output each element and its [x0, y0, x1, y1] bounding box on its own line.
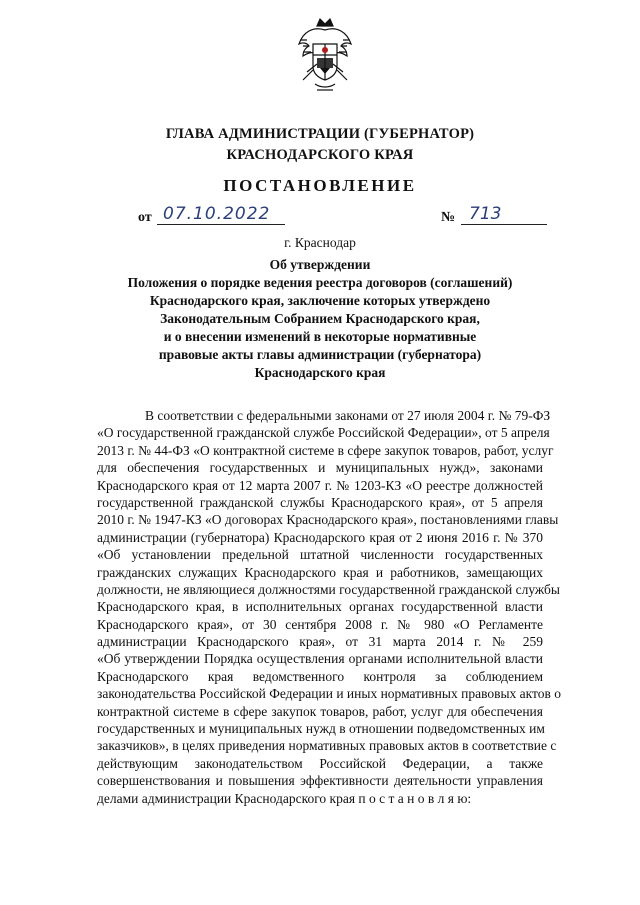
document-body: [97, 407, 562, 807]
body-line: действующим законодательством Российской Федерации, а также: [97, 755, 543, 771]
body-line: делами администрации Краснодарского края п о с т а н о в л я ю:: [97, 790, 472, 806]
coat-of-arms-icon: [293, 14, 357, 98]
body-line: «Об установлении предельной штатной численности государственных: [97, 547, 543, 563]
title-line: Об утверждении: [269, 257, 371, 272]
body-line: государственных и муниципальных нужд в отношении подведомственных им: [97, 721, 545, 737]
number-prefix: №: [441, 210, 456, 225]
body-line: Краснодарского края ведомственного контроля за соблюдением: [97, 668, 543, 684]
city: г. Краснодар: [284, 235, 356, 250]
body-line: Краснодарского края от 12 марта 2007 г. № 1203-КЗ «О реестре должностей: [97, 477, 543, 493]
document-type: ПОСТАНОВЛЕНИЕ: [223, 176, 417, 195]
body-line: государственной гражданской службы Краснодарского края», от 5 апреля: [97, 494, 543, 510]
date-prefix: от: [138, 210, 152, 225]
date-number-line: [0, 204, 640, 230]
title-line: правовые акты главы администрации (губернатора): [158, 347, 482, 362]
title-line: Краснодарского края, заключение которых утверждено: [149, 293, 491, 308]
body-line: заказчиков», в целях приведения нормативных правовых актов в соответствие с: [97, 738, 557, 754]
number-value: 713: [461, 204, 547, 225]
body-line: для обеспечения государственных и муниципальных нужд», законами: [97, 460, 543, 476]
body-line: Краснодарского края», от 30 сентября 2008 г. № 980 «О Регламенте: [97, 616, 543, 632]
body-line: контрактной системе в сфере закупок товаров, работ, услуг для обеспечения: [97, 703, 543, 719]
date-value: 07.10.2022: [157, 204, 285, 225]
body-line: В соответствии с федеральными законами от 27 июля 2004 г. № 79-ФЗ: [145, 408, 551, 423]
body-line: совершенствования и повышения эффективности деятельности управления: [97, 773, 543, 789]
body-line: администрации (губернатора) Краснодарского края от 2 июня 2016 г. № 370: [97, 529, 543, 545]
body-line: 2010 г. № 1947-КЗ «О договорах Краснодарского края», постановлениями главы: [97, 512, 559, 528]
body-line: 2013 г. № 44-ФЗ «О контрактной системе в сфере закупок товаров, работ, услуг: [97, 442, 554, 458]
body-line: «Об утверждении Порядка осуществления органами исполнительной власти: [97, 651, 543, 667]
body-line: законодательства Российской Федерации и иных нормативных правовых актов о: [97, 686, 562, 702]
authority-line-2: КРАСНОДАРСКОГО КРАЯ: [226, 147, 414, 163]
title-line: Законодательным Собранием Краснодарского края,: [160, 311, 480, 326]
authority-header: [0, 124, 640, 166]
body-line: Краснодарского края, в исполнительных органах государственной власти: [97, 599, 543, 615]
body-line: гражданских служащих Краснодарского края и работников, замещающих: [97, 564, 543, 580]
authority-line-1: ГЛАВА АДМИНИСТРАЦИИ (ГУБЕРНАТОР): [165, 126, 475, 142]
document-title: [80, 256, 560, 382]
title-line: и о внесении изменений в некоторые нормативные: [163, 329, 477, 344]
title-line: Положения о порядке ведения реестра договоров (соглашений): [127, 275, 513, 290]
body-line: «О государственной гражданской службе Российской Федерации», от 5 апреля: [97, 425, 550, 441]
body-line: должности, не являющиеся должностями государственной гражданской службы: [97, 581, 561, 597]
title-line: Краснодарского края: [254, 365, 386, 380]
body-line: администрации Краснодарского края», от 31 марта 2014 г. № 259: [97, 634, 543, 650]
